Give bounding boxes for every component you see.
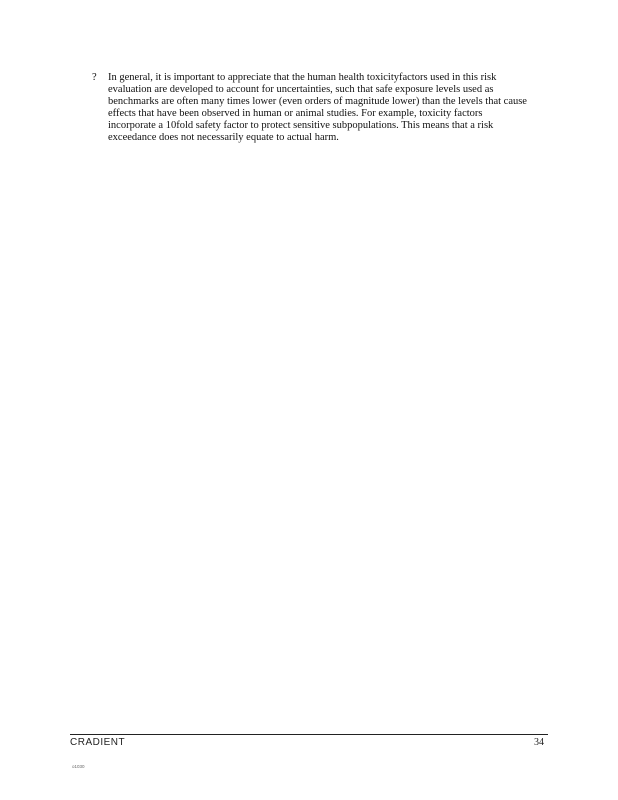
text-line: effects that have been observed in human or animal studies. For example, toxicity factors [108,108,483,119]
bullet-marker: ? [92,72,97,83]
text-line: exceedance does not necessarily equate to actual harm. [108,132,339,143]
paragraph-text [108,72,576,144]
company-logo: CRADIENT [70,737,126,748]
page-number: 34 [534,737,544,748]
text-line: incorporate a 10fold safety factor to protect sensitive subpopulations. This means that a risk [108,120,494,131]
document-code: o1030 [72,764,85,769]
text-line: benchmarks are often many times lower (even orders of magnitude lower) than the levels that cause [108,96,527,107]
text-line: In general, it is important to appreciate that the human health toxicityfactors used in this risk [108,72,497,83]
bullet-paragraph [92,72,576,144]
text-line: evaluation are developed to account for uncertainties, such that safe exposure levels used as [108,84,494,95]
footer-divider [70,734,548,735]
